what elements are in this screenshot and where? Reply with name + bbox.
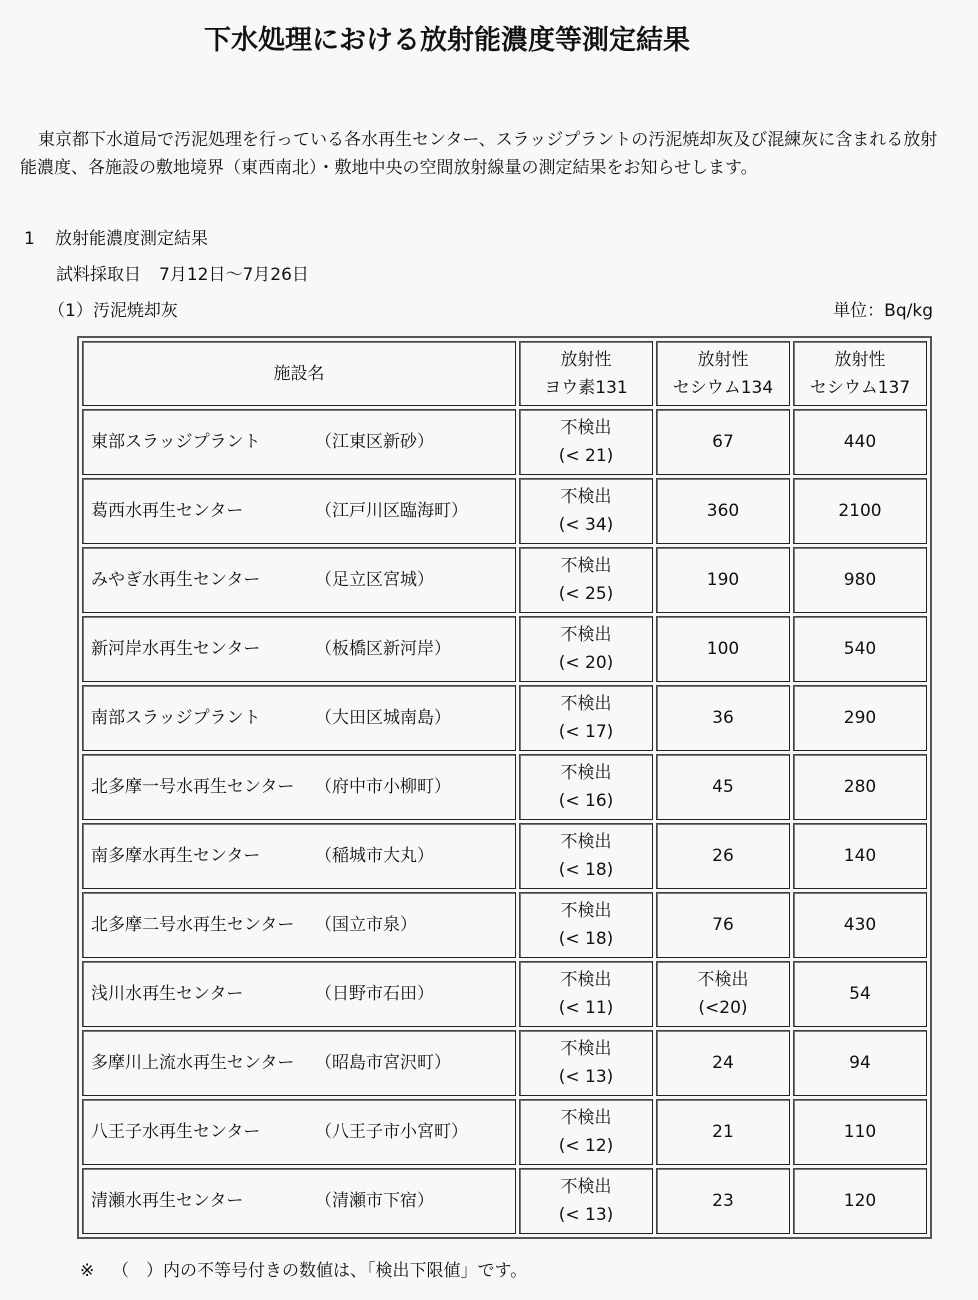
iodine-131-cell bbox=[519, 547, 653, 613]
iodine-131-value: (< 12) bbox=[558, 1136, 614, 1156]
iodine-131-value: (< 34) bbox=[558, 515, 614, 535]
cesium-137-cell: 440 bbox=[793, 409, 927, 475]
results-table bbox=[79, 338, 930, 1237]
header-facility-name: 施設名 bbox=[82, 341, 516, 406]
iodine-131-value: (< 16) bbox=[558, 791, 614, 811]
cesium-134-value: 21 bbox=[712, 1122, 734, 1142]
facility-name: 浅川水再生センター bbox=[91, 984, 244, 1004]
cesium-134-value: 24 bbox=[712, 1053, 734, 1073]
header-iodine-131-line-2: ヨウ素131 bbox=[544, 377, 628, 398]
cesium-137-cell: 290 bbox=[793, 685, 927, 751]
footnote-text: （ ）内の不等号付きの数値は、「検出下限値」です。 bbox=[112, 1261, 528, 1281]
facility-name: みやぎ水再生センター bbox=[91, 570, 261, 590]
header-cesium-134-line-1: 放射性 bbox=[697, 349, 749, 370]
intro-paragraph: 東京都下水道局で汚泥処理を行っている各水再生センター、スラッジプラントの汚泥焼却灰及び混練灰に含まれる放射能濃度、各施設の敷地境界（東西南北）・敷地中央の空間放射線量の測定結果をお知らせします。 bbox=[20, 130, 938, 178]
facility-name: 多摩川上流水再生センター bbox=[91, 1053, 295, 1073]
facility-name: 葛西水再生センター bbox=[91, 501, 244, 521]
facility-name: 北多摩二号水再生センター bbox=[91, 915, 295, 935]
iodine-131-value: (< 20) bbox=[558, 653, 614, 673]
facility-cell bbox=[82, 616, 516, 682]
sampling-label: 試料採取日 bbox=[56, 265, 141, 285]
cesium-134-cell bbox=[656, 823, 790, 889]
table-row bbox=[82, 1168, 927, 1234]
cesium-137-cell: 280 bbox=[793, 754, 927, 820]
cesium-137-cell: 2100 bbox=[793, 478, 927, 544]
facility-cell bbox=[82, 478, 516, 544]
cesium-134-value: (<20) bbox=[698, 998, 748, 1018]
header-cesium-137 bbox=[793, 341, 927, 406]
cut-off-text-line bbox=[80, 1290, 500, 1300]
cesium-137-cell: 94 bbox=[793, 1030, 927, 1096]
page-title: 下水処理における放射能濃度等測定結果 bbox=[204, 25, 690, 56]
table-row bbox=[82, 892, 927, 958]
iodine-131-cell bbox=[519, 754, 653, 820]
iodine-131-value: (< 21) bbox=[558, 446, 614, 466]
cesium-134-value: 26 bbox=[712, 846, 734, 866]
cesium-137-cell: 140 bbox=[793, 823, 927, 889]
table-row bbox=[82, 547, 927, 613]
iodine-131-value: (< 11) bbox=[558, 998, 614, 1018]
iodine-131-cell bbox=[519, 823, 653, 889]
facility-name: 八王子水再生センター bbox=[91, 1122, 261, 1142]
table-row bbox=[82, 1099, 927, 1165]
facility-location: （清瀬市下宿） bbox=[315, 1191, 434, 1211]
cesium-137-cell: 54 bbox=[793, 961, 927, 1027]
facility-cell bbox=[82, 409, 516, 475]
facility-location: （八王子市小宮町） bbox=[315, 1122, 468, 1142]
header-iodine-131 bbox=[519, 341, 653, 406]
table-row bbox=[82, 409, 927, 475]
cesium-137-cell: 540 bbox=[793, 616, 927, 682]
iodine-131-value: 不検出 bbox=[560, 625, 612, 645]
table-row bbox=[82, 478, 927, 544]
iodine-131-value: 不検出 bbox=[560, 487, 612, 507]
cesium-134-value: 76 bbox=[712, 915, 734, 935]
facility-location: （府中市小柳町） bbox=[315, 777, 451, 797]
cesium-134-cell bbox=[656, 547, 790, 613]
facility-cell bbox=[82, 1099, 516, 1165]
header-cesium-137-line-2: セシウム137 bbox=[809, 377, 911, 398]
cesium-134-cell bbox=[656, 1168, 790, 1234]
facility-name: 北多摩一号水再生センター bbox=[91, 777, 295, 797]
cesium-134-cell bbox=[656, 1030, 790, 1096]
iodine-131-cell bbox=[519, 1168, 653, 1234]
iodine-131-cell bbox=[519, 409, 653, 475]
facility-cell bbox=[82, 1030, 516, 1096]
cesium-134-value: 100 bbox=[706, 639, 740, 659]
table-row bbox=[82, 616, 927, 682]
header-iodine-131-line-1: 放射性 bbox=[560, 349, 612, 370]
facility-location: （足立区宮城） bbox=[315, 570, 434, 590]
facility-cell bbox=[82, 685, 516, 751]
cesium-134-cell bbox=[656, 754, 790, 820]
cesium-134-cell bbox=[656, 478, 790, 544]
cesium-134-cell bbox=[656, 892, 790, 958]
table-header-row bbox=[82, 341, 927, 406]
cesium-134-cell bbox=[656, 961, 790, 1027]
iodine-131-value: 不検出 bbox=[560, 418, 612, 438]
iodine-131-value: 不検出 bbox=[560, 1039, 612, 1059]
facility-location: （昭島市宮沢町） bbox=[315, 1053, 451, 1073]
header-cesium-134-line-2: セシウム134 bbox=[672, 377, 774, 398]
cesium-134-value: 不検出 bbox=[697, 970, 749, 990]
iodine-131-value: (< 18) bbox=[558, 929, 614, 949]
iodine-131-value: 不検出 bbox=[560, 1108, 612, 1128]
table-row bbox=[82, 754, 927, 820]
iodine-131-value: 不検出 bbox=[560, 970, 612, 990]
subsection-heading: （1）汚泥焼却灰 bbox=[48, 301, 178, 321]
facility-name: 南部スラッジプラント bbox=[91, 708, 261, 728]
cesium-137-cell: 430 bbox=[793, 892, 927, 958]
footnote-mark: ※ bbox=[80, 1261, 95, 1281]
facility-location: （日野市石田） bbox=[315, 984, 434, 1004]
facility-name: 清瀬水再生センター bbox=[91, 1191, 244, 1211]
footnote bbox=[80, 1259, 527, 1283]
table-row bbox=[82, 961, 927, 1027]
facility-name: 新河岸水再生センター bbox=[91, 639, 261, 659]
iodine-131-value: 不検出 bbox=[560, 1177, 612, 1197]
iodine-131-cell bbox=[519, 892, 653, 958]
facility-cell bbox=[82, 547, 516, 613]
sampling-date-line bbox=[56, 263, 309, 287]
facility-cell bbox=[82, 961, 516, 1027]
facility-location: （江東区新砂） bbox=[315, 432, 434, 452]
table-row bbox=[82, 685, 927, 751]
results-table-frame bbox=[77, 336, 932, 1239]
iodine-131-cell bbox=[519, 961, 653, 1027]
section-heading-text: 放射能濃度測定結果 bbox=[55, 229, 208, 249]
cesium-134-cell bbox=[656, 685, 790, 751]
iodine-131-cell bbox=[519, 1030, 653, 1096]
iodine-131-value: (< 18) bbox=[558, 860, 614, 880]
cesium-137-cell: 980 bbox=[793, 547, 927, 613]
cesium-134-cell bbox=[656, 409, 790, 475]
iodine-131-value: (< 13) bbox=[558, 1205, 614, 1225]
iodine-131-cell bbox=[519, 478, 653, 544]
facility-location: （板橋区新河岸） bbox=[315, 639, 451, 659]
table-row bbox=[82, 1030, 927, 1096]
facility-cell bbox=[82, 1168, 516, 1234]
cesium-134-cell bbox=[656, 1099, 790, 1165]
header-cesium-137-line-1: 放射性 bbox=[834, 349, 886, 370]
cesium-134-value: 67 bbox=[712, 432, 734, 452]
facility-location: （大田区城南島） bbox=[315, 708, 451, 728]
iodine-131-value: 不検出 bbox=[560, 901, 612, 921]
facility-location: （稲城市大丸） bbox=[315, 846, 434, 866]
section-number: 1 bbox=[24, 229, 35, 249]
cesium-134-value: 360 bbox=[706, 501, 740, 521]
cesium-134-value: 45 bbox=[712, 777, 734, 797]
facility-name: 南多摩水再生センター bbox=[91, 846, 261, 866]
facility-location: （江戸川区臨海町） bbox=[315, 501, 468, 521]
section-heading bbox=[24, 227, 208, 251]
sampling-dates: 7月12日〜7月26日 bbox=[159, 265, 309, 285]
iodine-131-value: (< 13) bbox=[558, 1067, 614, 1087]
iodine-131-cell bbox=[519, 1099, 653, 1165]
iodine-131-value: 不検出 bbox=[560, 832, 612, 852]
unit-label: 単位：Bq/kg bbox=[833, 301, 933, 321]
facility-cell bbox=[82, 892, 516, 958]
iodine-131-cell bbox=[519, 616, 653, 682]
iodine-131-value: (< 17) bbox=[558, 722, 614, 742]
cesium-134-value: 36 bbox=[712, 708, 734, 728]
iodine-131-value: 不検出 bbox=[560, 763, 612, 783]
iodine-131-value: 不検出 bbox=[560, 556, 612, 576]
facility-name: 東部スラッジプラント bbox=[91, 432, 261, 452]
cesium-137-cell: 110 bbox=[793, 1099, 927, 1165]
facility-cell bbox=[82, 823, 516, 889]
table-row bbox=[82, 823, 927, 889]
header-cesium-134 bbox=[656, 341, 790, 406]
cesium-134-cell bbox=[656, 616, 790, 682]
iodine-131-value: (< 25) bbox=[558, 584, 614, 604]
cesium-134-value: 190 bbox=[706, 570, 740, 590]
cesium-134-value: 23 bbox=[712, 1191, 734, 1211]
table-body bbox=[82, 409, 927, 1234]
iodine-131-cell bbox=[519, 685, 653, 751]
facility-location: （国立市泉） bbox=[315, 915, 417, 935]
facility-cell bbox=[82, 754, 516, 820]
cesium-137-cell: 120 bbox=[793, 1168, 927, 1234]
iodine-131-value: 不検出 bbox=[560, 694, 612, 714]
